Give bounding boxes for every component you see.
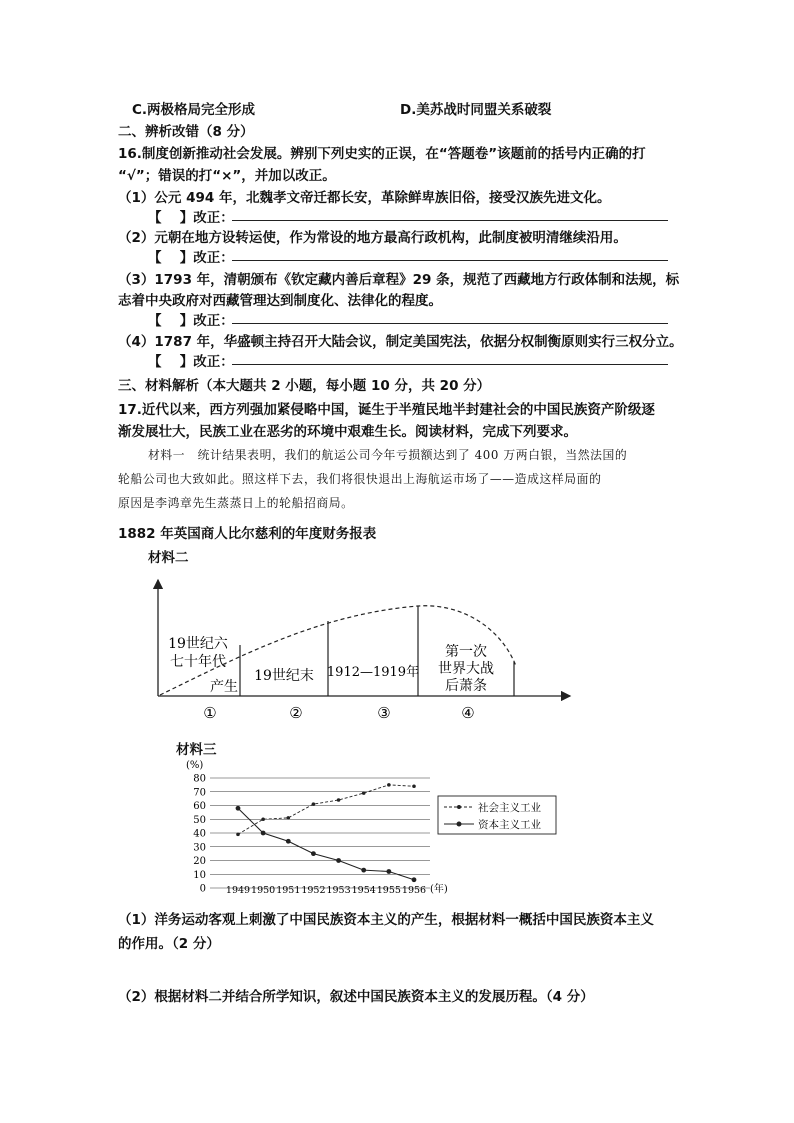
material2-diagram xyxy=(150,576,580,726)
q17-line1: 17.近代以来，西方列强加紧侵略中国，诞生于半殖民地半封建社会的中国民族资产阶级逐 xyxy=(118,402,655,418)
material3-label: 材料三 xyxy=(176,742,217,758)
series-point-1 xyxy=(412,877,417,882)
series-point-1 xyxy=(311,851,316,856)
q16-item-4: （4）1787 年，华盛顿主持召开大陆会议，制定美国宪法，依据分权制衡原则实行三权分立。 xyxy=(118,334,683,350)
y-tick-label: 40 xyxy=(193,828,206,840)
legend-marker-socialist xyxy=(457,805,461,809)
series-point-1 xyxy=(261,831,266,836)
legend-marker-capitalist xyxy=(457,822,462,827)
q16-item-1: （1）公元 494 年，北魏孝文帝迁都长安，革除鲜卑族旧俗，接受汉族先进文化。 xyxy=(118,190,611,206)
q17-sub1-line2: 的作用。（2 分） xyxy=(118,936,220,952)
series-point-0 xyxy=(312,802,316,806)
y-tick-label: 80 xyxy=(193,773,206,785)
answer-label-3: 【 】改正： xyxy=(148,313,234,329)
answer-label-1: 【 】改正： xyxy=(148,210,234,226)
q17-sub2: （2）根据材料二并结合所学知识，叙述中国民族资本主义的发展历程。（4 分） xyxy=(118,989,594,1005)
chart-series xyxy=(236,783,417,882)
stage2-marker: ② xyxy=(289,704,303,722)
series-point-1 xyxy=(286,839,291,844)
stage1-line1: 19世纪六 xyxy=(168,636,228,652)
x-tick-label: 1952 xyxy=(301,885,326,896)
chart-x-ticks xyxy=(226,885,426,896)
material1-line1: 材料一 统计结果表明，我们的航运公司今年亏损额达到了 400 万两白银，当然法国的 xyxy=(148,448,628,462)
x-tick-label: 1950 xyxy=(251,885,276,896)
material1-line3: 原因是李鸿章先生蒸蒸日上的轮船招商局。 xyxy=(118,496,354,510)
q16-item-3: （3）1793 年，清朝颁布《钦定藏内善后章程》29 条，规范了西藏地方行政体制和法规，标 xyxy=(118,272,680,288)
material1-line2: 轮船公司也大致如此。照这样下去，我们将很快退出上海航运市场了——造成这样局面的 xyxy=(118,472,602,486)
stage4-marker: ④ xyxy=(461,704,475,722)
x-tick-label: 1956 xyxy=(401,885,427,896)
series-point-0 xyxy=(261,817,265,821)
stage1-line2: 七十年代 xyxy=(170,654,226,670)
legend-label-capitalist: 资本主义工业 xyxy=(478,819,541,831)
series-point-1 xyxy=(386,869,391,874)
series-point-0 xyxy=(286,816,290,820)
series-point-1 xyxy=(336,858,341,863)
stage2-text: 19世纪末 xyxy=(254,668,314,684)
q16-item-2: （2）元朝在地方设转运使，作为常设的地方最高行政机构，此制度被明清继续沿用。 xyxy=(118,230,627,246)
chart-grid xyxy=(210,778,430,888)
y-tick-label: 60 xyxy=(193,801,206,812)
y-tick-label: 0 xyxy=(199,883,206,895)
stage4-line3: 后萧条 xyxy=(445,678,487,694)
x-tick-label: 1951 xyxy=(276,885,301,896)
q16-intro-line2: “√”；错误的打“×”，并加以改正。 xyxy=(118,168,336,184)
series-point-0 xyxy=(387,783,391,787)
q17-line2: 渐发展壮大，民族工业在恶劣的环境中艰难生长。阅读材料，完成下列要求。 xyxy=(118,424,577,440)
x-tick-label: 1949 xyxy=(225,885,251,896)
stage3-text: 1912—1919年 xyxy=(326,665,420,680)
series-point-0 xyxy=(236,833,240,837)
legend-label-socialist: 社会主义工业 xyxy=(478,802,541,814)
answer-label-2: 【 】改正： xyxy=(148,250,234,266)
chart-legend xyxy=(438,796,556,834)
x-tick-label: 1953 xyxy=(326,885,351,896)
x-tick-label: 1954 xyxy=(351,885,376,896)
q16-intro-line1: 16.制度创新推动社会发展。辨别下列史实的正误，在“答题卷”该题前的括号内正确的打 xyxy=(118,146,646,162)
q17-sub1-line1: （1）洋务运动客观上刺激了中国民族资本主义的产生，根据材料一概括中国民族资本主义 xyxy=(118,912,654,928)
answer-line-3[interactable] xyxy=(232,323,668,324)
material1-source: 1882 年英国商人比尔慈利的年度财务报表 xyxy=(118,526,377,542)
series-point-0 xyxy=(412,784,416,788)
y-tick-label: 70 xyxy=(193,787,206,799)
stage4-line2: 世界大战 xyxy=(438,661,494,677)
stage1-marker: ① xyxy=(203,704,217,722)
chart-x-label: (年) xyxy=(430,884,448,895)
x-tick-label: 1955 xyxy=(376,885,401,896)
y-tick-label: 50 xyxy=(193,814,206,826)
y-tick-label: 10 xyxy=(193,869,206,881)
section-2-title: 二、辨析改错（8 分） xyxy=(118,124,254,140)
chart-y-label: (%) xyxy=(186,760,204,771)
q16-item-3-cont: 志着中央政府对西藏管理达到制度化、法律化的程度。 xyxy=(118,293,442,309)
series-point-1 xyxy=(361,868,366,873)
material3-chart xyxy=(180,756,580,898)
answer-line-2[interactable] xyxy=(232,260,668,261)
stage1-line3: 产生 xyxy=(210,679,238,695)
answer-line-4[interactable] xyxy=(232,364,668,365)
section-3-title: 三、材料解析（本大题共 2 小题，每小题 10 分，共 20 分） xyxy=(118,378,491,394)
series-point-0 xyxy=(362,791,366,795)
series-line-0 xyxy=(238,785,414,835)
material2-label: 材料二 xyxy=(148,550,189,566)
series-point-0 xyxy=(337,798,341,802)
option-c: C.两极格局完全形成 xyxy=(132,102,256,118)
answer-label-4: 【 】改正： xyxy=(148,354,234,370)
y-tick-label: 30 xyxy=(193,842,206,854)
stage3-marker: ③ xyxy=(377,704,391,722)
option-d: D.美苏战时同盟关系破裂 xyxy=(400,102,552,118)
y-tick-label: 20 xyxy=(193,856,206,867)
answer-line-1[interactable] xyxy=(232,220,668,221)
stage4-line1: 第一次 xyxy=(445,644,487,660)
series-point-1 xyxy=(236,806,241,811)
chart-y-ticks xyxy=(193,774,206,895)
